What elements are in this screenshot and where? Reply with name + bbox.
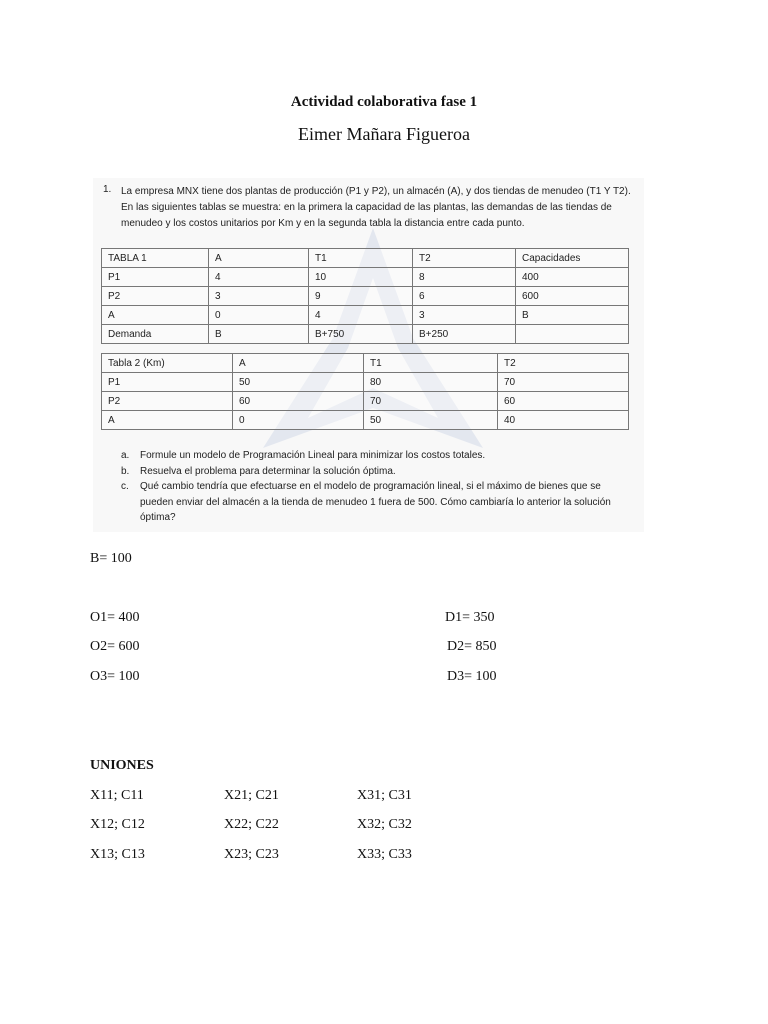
table-cell: 10 xyxy=(309,268,413,287)
b-value: B= 100 xyxy=(90,551,132,566)
union-item: X13; C13 xyxy=(90,847,145,862)
table-cell: 6 xyxy=(413,287,516,306)
subquestion-text: Qué cambio tendría que efectuarse en el modelo de programación lineal, si el máximo de bienes que se pueden enviar del almacén a la tienda de menudeo 1 fuera de 500. Cómo cambiaría lo anterior la solución óptima? xyxy=(140,481,611,523)
union-item: X33; C33 xyxy=(357,847,412,862)
table-cell: 3 xyxy=(209,287,309,306)
table-cell: 60 xyxy=(498,392,629,411)
table-cell: 8 xyxy=(413,268,516,287)
table-header-cell: Tabla 2 (Km) xyxy=(102,354,233,373)
table-header-cell: A xyxy=(233,354,364,373)
union-item: X12; C12 xyxy=(90,817,145,832)
table-cell: P1 xyxy=(102,268,209,287)
table-row xyxy=(102,268,629,287)
table-row xyxy=(102,392,629,411)
subquestion-text: Formule un modelo de Programación Lineal para minimizar los costos totales. xyxy=(140,450,486,461)
table-row xyxy=(102,325,629,344)
table-cell: B+250 xyxy=(413,325,516,344)
table-cell: B+750 xyxy=(309,325,413,344)
subquestion-letter: c. xyxy=(121,481,129,492)
subquestion-b xyxy=(121,464,631,480)
table-cell: 50 xyxy=(364,411,498,430)
subquestion-a xyxy=(121,448,631,464)
table-cell: 70 xyxy=(498,373,629,392)
table-header-row xyxy=(102,354,629,373)
destination-2: D2= 850 xyxy=(447,639,497,654)
table-cell: 60 xyxy=(233,392,364,411)
subquestion-c xyxy=(121,479,631,526)
table-cell: 80 xyxy=(364,373,498,392)
union-item: X32; C32 xyxy=(357,817,412,832)
union-item: X23; C23 xyxy=(224,847,279,862)
origin-1: O1= 400 xyxy=(90,610,140,625)
uniones-heading: UNIONES xyxy=(90,758,154,773)
table-cell: Demanda xyxy=(102,325,209,344)
table-row xyxy=(102,373,629,392)
table-cell: 3 xyxy=(413,306,516,325)
question-number: 1. xyxy=(103,184,112,195)
table-cell: A xyxy=(102,306,209,325)
document-author: Eimer Mañara Figueroa xyxy=(298,124,470,144)
table-cell: 40 xyxy=(498,411,629,430)
subquestions-list xyxy=(121,448,631,526)
table-header-cell: TABLA 1 xyxy=(102,249,209,268)
table-cell: A xyxy=(102,411,233,430)
union-item: X21; C21 xyxy=(224,788,279,803)
union-item: X22; C22 xyxy=(224,817,279,832)
table-cell: 4 xyxy=(209,268,309,287)
destination-3: D3= 100 xyxy=(447,669,497,684)
table-cell: P1 xyxy=(102,373,233,392)
subquestion-letter: a. xyxy=(121,450,130,461)
table-cell: 70 xyxy=(364,392,498,411)
table-cell: 0 xyxy=(233,411,364,430)
table-header-cell: T1 xyxy=(364,354,498,373)
origin-3: O3= 100 xyxy=(90,669,140,684)
question-1 xyxy=(103,184,633,232)
table-row xyxy=(102,306,629,325)
table-2 xyxy=(101,353,629,430)
table-header-cell: Capacidades xyxy=(516,249,629,268)
subquestion-letter: b. xyxy=(121,465,130,477)
table-cell: P2 xyxy=(102,287,209,306)
table-cell: 0 xyxy=(209,306,309,325)
table-cell: 600 xyxy=(516,287,629,306)
table-1 xyxy=(101,248,629,344)
table-cell: P2 xyxy=(102,392,233,411)
table-cell: 400 xyxy=(516,268,629,287)
table-cell: B xyxy=(209,325,309,344)
destination-1: D1= 350 xyxy=(445,610,495,625)
table-row xyxy=(102,287,629,306)
document-title: Actividad colaborativa fase 1 xyxy=(290,94,478,110)
table-header-row xyxy=(102,249,629,268)
table-header-cell: A xyxy=(209,249,309,268)
table-cell: 50 xyxy=(233,373,364,392)
union-item: X31; C31 xyxy=(357,788,412,803)
table-cell: 4 xyxy=(309,306,413,325)
problem-statement-image xyxy=(93,178,644,532)
table-cell: B xyxy=(516,306,629,325)
table-cell: 9 xyxy=(309,287,413,306)
table-row xyxy=(102,411,629,430)
table-header-cell: T1 xyxy=(309,249,413,268)
origin-2: O2= 600 xyxy=(90,639,140,654)
subquestion-text: Resuelva el problema para determinar la solución óptima. xyxy=(140,465,396,477)
question-text: La empresa MNX tiene dos plantas de producción (P1 y P2), un almacén (A), y dos tiendas de menudeo (T1 Y T2). En las siguientes tablas se muestra: en la primera la capacidad de las plantas, las demandas de las tiendas de menudeo y los costos unitarios por Km y en la segunda tabla la distancia entre cada punto. xyxy=(121,186,631,229)
table-header-cell: T2 xyxy=(498,354,629,373)
table-cell xyxy=(516,325,629,344)
union-item: X11; C11 xyxy=(90,788,144,803)
table-header-cell: T2 xyxy=(413,249,516,268)
